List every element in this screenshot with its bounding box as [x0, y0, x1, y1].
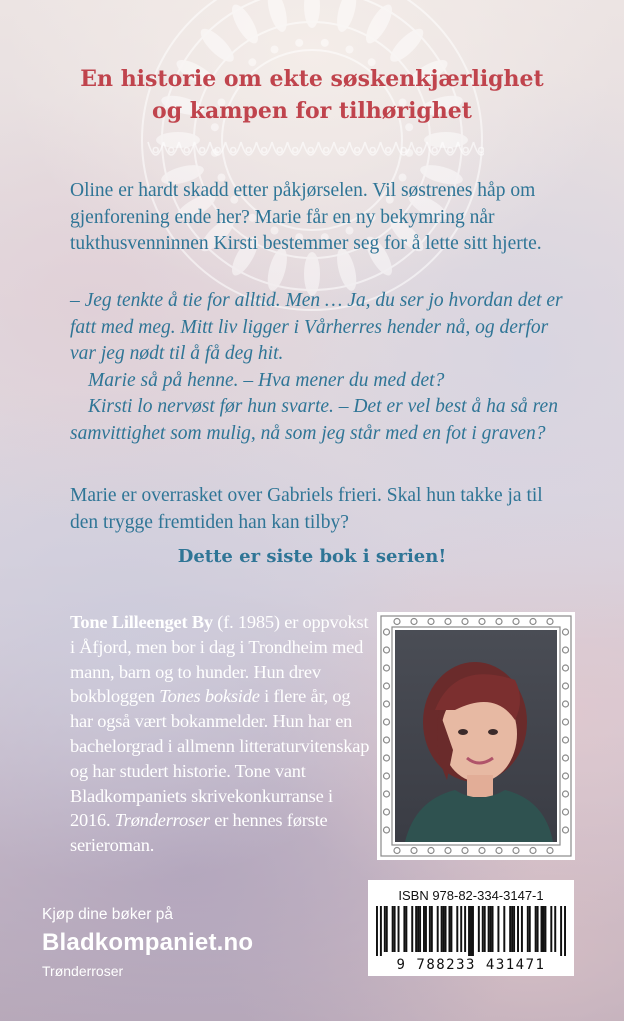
barcode	[376, 906, 566, 956]
bio-text-2: i flere år, og har også vært bokanmelder. Hun har en bachelorgrad i allmenn litteraturvitenskap og har studert historie. Tone vant Bladkompaniets skrivekonkurranse i 2016.	[70, 686, 370, 831]
bio-text-3: er hennes første serieroman.	[70, 810, 328, 856]
quote-line-1: – Jeg tenkte å tie for alltid. Men … Ja, du ser jo hvordan det er fatt med meg. Mitt liv ligger i Vårherres hender nå, og derfor var jeg nødt til å få deg hit.	[70, 290, 563, 364]
store-website[interactable]: Bladkompaniet.no	[42, 929, 254, 956]
blurb-quote	[70, 288, 570, 447]
store-info	[42, 905, 253, 981]
author-name: Tone Lilleenget By	[70, 612, 213, 632]
author-born: (f. 1985)	[217, 612, 280, 632]
author-bio	[70, 610, 370, 858]
blog-name: Tones bokside	[159, 686, 260, 707]
bio-text-1: er oppvokst i Åfjord, men bor i dag i Trondheim med mann, barn og to hunder. Hun drev bokbloggen	[70, 612, 369, 707]
series-tagline: Dette er siste bok i serien!	[177, 546, 447, 567]
series-title: Trønderroser	[114, 810, 210, 831]
blurb-paragraph-1: Oline er hardt skadd etter påkjørselen. Vil søstrenes håp om gjenforening ende her? Marie får en ny bekymring når tukthusvenninnen Kirsti bestemmer seg for å lette sitt hjerte.	[70, 180, 542, 254]
author-photo-frame	[377, 612, 575, 860]
barcode-digits: 9 788233 431471	[396, 957, 546, 973]
quote-line-2: Marie så på henne. – Hva mener du med det?	[88, 369, 445, 391]
headline-line-2: og kampen for tilhørighet	[152, 98, 472, 124]
quote-line-3: Kirsti lo nervøst før hun svarte. – Det er vel best å ha så ren samvittighet som mulig, nå som jeg står med en fot i graven?	[70, 396, 558, 444]
blurb-paragraph-3: Marie er overrasket over Gabriels frieri. Skal hun takke ja til den trygge fremtiden han kan tilby?	[70, 485, 543, 533]
series-name: Trønderroser	[42, 963, 124, 979]
headline-line-1: En historie om ekte søskenkjærlighet	[80, 66, 544, 92]
lace-border-ornament	[140, 138, 484, 172]
author-photo	[395, 630, 557, 842]
buy-text: Kjøp dine bøker på	[42, 906, 173, 923]
headline	[0, 63, 624, 127]
isbn-label: ISBN 978-82-334-3147-1	[398, 888, 544, 903]
isbn-barcode-box	[368, 880, 574, 976]
